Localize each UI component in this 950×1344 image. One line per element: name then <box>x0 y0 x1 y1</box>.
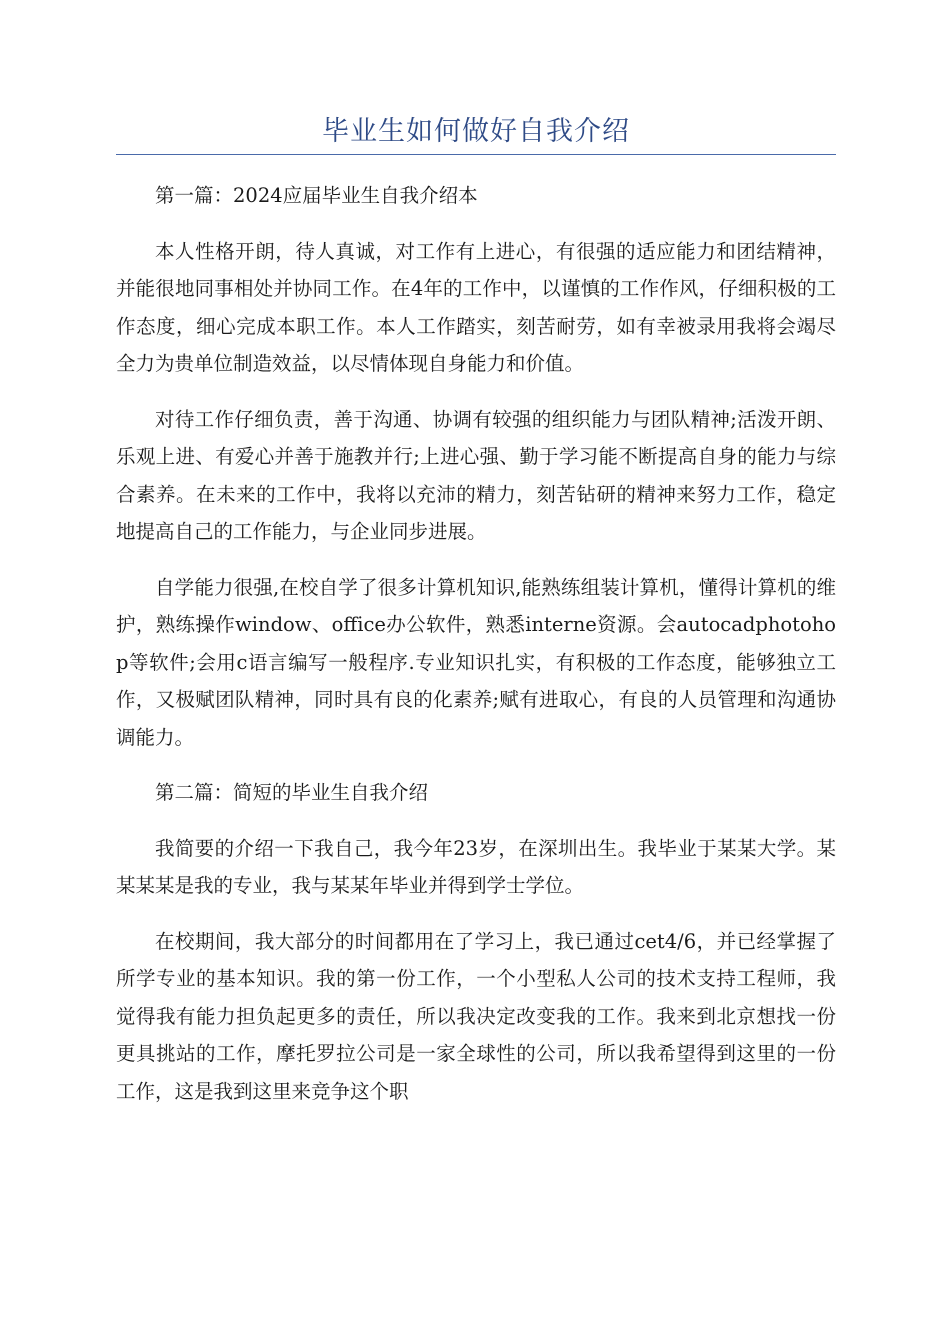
section-heading-2: 第二篇：简短的毕业生自我介绍 <box>155 781 429 804</box>
document-body <box>116 177 836 1110</box>
document-page <box>116 112 836 1128</box>
paragraph: 对待工作仔细负责，善于沟通、协调有较强的组织能力与团队精神;活泼开朗、乐观上进、有爱心并善于施教并行;上进心强、勤于学习能不断提高自身的能力与综合素养。在未来的工作中，我将以充沛的精力，刻苦钻研的精神来努力工作，稳定地提高自己的工作能力，与企业同步进展。 <box>116 407 836 543</box>
paragraph: 本人性格开朗，待人真诚，对工作有上进心，有很强的适应能力和团结精神，并能很地同事相处并协同工作。在4年的工作中，以谨慎的工作作风，仔细积极的工作态度，细心完成本职工作。本人工作踏实，刻苦耐劳，如有幸被录用我将会竭尽全力为贵单位制造效益，以尽情体现自身能力和价值。 <box>116 239 836 375</box>
document-title: 毕业生如何做好自我介绍 <box>116 112 836 155</box>
paragraph: 在校期间，我大部分的时间都用在了学习上，我已通过cet4/6，并已经掌握了所学专业的基本知识。我的第一份工作，一个小型私人公司的技术支持工程师，我觉得我有能力担负起更多的责任，所以我决定改变我的工作。我来到北京想找一份更具挑站的工作，摩托罗拉公司是一家全球性的公司，所以我希望得到这里的一份工作，这是我到这里来竞争这个职 <box>116 929 836 1103</box>
section-heading-1: 第一篇：2024应届毕业生自我介绍本 <box>155 184 478 207</box>
paragraph: 我简要的介绍一下我自己，我今年23岁，在深圳出生。我毕业于某某大学。某某某某是我的专业，我与某某年毕业并得到学士学位。 <box>116 836 836 897</box>
paragraph: 自学能力很强,在校自学了很多计算机知识,能熟练组装计算机，懂得计算机的维护，熟练操作window、office办公软件，熟悉interne资源。会autocadphotohop等软件;会用c语言编写一般程序.专业知识扎实，有积极的工作态度，能够独立工作，又极赋团队精神，同时具有良的化素养;赋有进取心，有良的人员管理和沟通协调能力。 <box>116 575 836 749</box>
